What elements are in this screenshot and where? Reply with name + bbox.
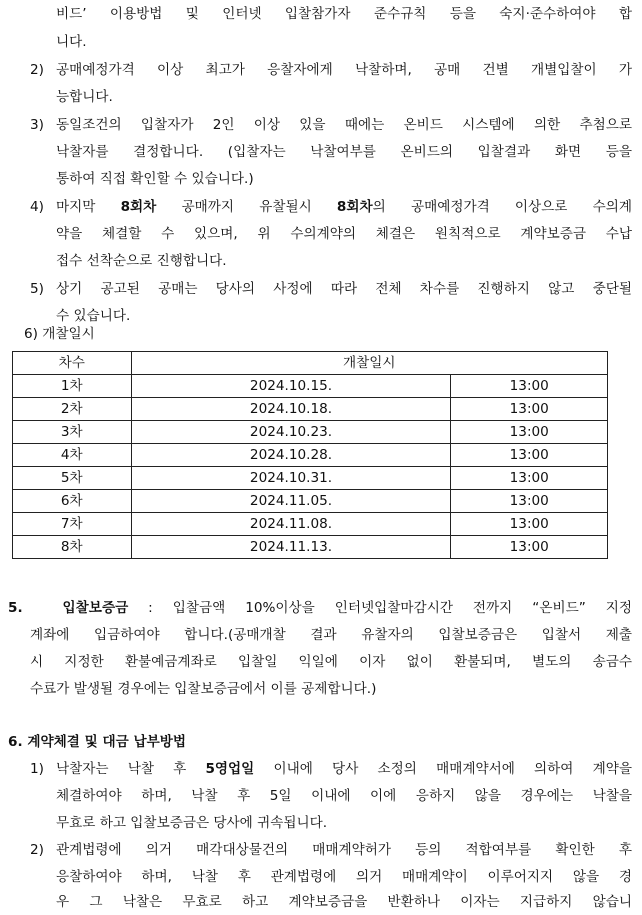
section-6-item-1-line-3: 무효로 하고 입찰보증금은 당사에 귀속됩니다.	[56, 815, 328, 831]
note-4-bold-round-b: 8회차	[336, 199, 373, 215]
schedule-header-round: 차수	[13, 352, 132, 375]
note-3-line-3: 통하여 직접 확인할 수 있습니다.)	[56, 171, 254, 187]
schedule-round-cell: 3차	[13, 421, 132, 444]
schedule-round-cell: 7차	[13, 513, 132, 536]
table-row	[13, 444, 608, 467]
table-row	[13, 490, 608, 513]
section-5-line-3: 시 지정한 환불예금계좌로 입찰일 익일에 이자 없이 환불되며, 별도의 송금수	[30, 654, 632, 670]
schedule-time-cell: 13:00	[451, 421, 608, 444]
schedule-date-cell: 2024.10.18.	[131, 398, 451, 421]
table-row	[13, 375, 608, 398]
schedule-time-cell: 13:00	[451, 513, 608, 536]
schedule-time-cell: 13:00	[451, 536, 608, 559]
schedule-time-cell: 13:00	[451, 398, 608, 421]
note-4-line-1	[56, 195, 632, 220]
section-5-line-2: 계좌에 입금하여야 합니다.(공매개찰 결과 유찰자의 입찰보증금은 입찰서 제출	[30, 627, 632, 643]
table-row	[13, 536, 608, 559]
schedule-date-cell: 2024.10.31.	[131, 467, 451, 490]
schedule-time-cell: 13:00	[451, 467, 608, 490]
table-row	[13, 421, 608, 444]
section-6-item-1-bold-days: 5영업일	[205, 761, 255, 777]
section-6-item-2-number: 2)	[30, 842, 44, 858]
note-3-line-2: 낙찰자를 결정합니다. (입찰자는 낙찰여부를 온비드의 입찰결과 화면 등을	[56, 144, 632, 160]
section-5-line-1-rest: : 입찰금액 10%이상을 인터넷입찰마감시간 전까지 “온비드” 지정	[128, 600, 632, 616]
schedule-round-cell: 1차	[13, 375, 132, 398]
section-6-item-1-part-a: 낙찰자는 낙찰 후	[56, 761, 206, 777]
note-4-part-b: 공매까지 유찰될시	[156, 199, 337, 215]
schedule-time-cell: 13:00	[451, 490, 608, 513]
note-4-part-c: 의 공매예정가격 이상으로 수의계	[372, 199, 633, 215]
note-2-line-2: 능합니다.	[56, 89, 113, 105]
note-4-line-2: 약을 체결할 수 있으며, 위 수의계약의 체결은 원칙적으로 계약보증금 수납	[56, 226, 632, 242]
note-5-line-1: 상기 공고된 공매는 당사의 사정에 따라 전체 차수를 진행하지 않고 중단될	[56, 281, 632, 297]
note-1-line-1: 비드’ 이용방법 및 인터넷 입찰참가자 준수규칙 등을 숙지·준수하여야 합	[56, 6, 632, 22]
schedule-date-cell: 2024.11.13.	[131, 536, 451, 559]
section-6-item-1-part-b: 이내에 당사 소정의 매매계약서에 의하여 계약을	[254, 761, 632, 777]
schedule-table	[12, 351, 608, 559]
section-5-title: 입찰보증금	[62, 600, 129, 616]
note-4-bold-round-a: 8회차	[120, 199, 157, 215]
schedule-date-cell: 2024.10.23.	[131, 421, 451, 444]
schedule-date-cell: 2024.10.15.	[131, 375, 451, 398]
section-6-item-2-line-3: 우 그 낙찰은 무효로 하고 계약보증금을 반환하나 이자는 지급하지 않습니	[56, 894, 632, 910]
note-5-number: 5)	[30, 281, 44, 297]
schedule-date-cell: 2024.11.08.	[131, 513, 451, 536]
note-4-part-a: 마지막	[56, 199, 121, 215]
section-6-item-1-line-1	[56, 757, 632, 782]
note-3-number: 3)	[30, 117, 44, 133]
note-2-line-1: 공매예정가격 이상 최고가 응찰자에게 낙찰하며, 공매 건별 개별입찰이 가	[56, 62, 632, 78]
schedule-table-header-row	[13, 352, 608, 375]
schedule-round-cell: 4차	[13, 444, 132, 467]
note-5-line-2: 수 있습니다.	[56, 308, 131, 324]
section-6-item-2-line-2: 응찰하여야 하며, 낙찰 후 관계법령에 의거 매매계약이 이루어지지 않을 경	[56, 869, 632, 885]
section-6-item-1-number: 1)	[30, 761, 44, 777]
schedule-round-cell: 5차	[13, 467, 132, 490]
section-6-item-2-line-1: 관계법령에 의거 매각대상물건의 매매계약허가 등의 적합여부를 확인한 후	[56, 842, 632, 858]
section-5-line-1	[8, 596, 632, 621]
schedule-header-datetime: 개찰일시	[131, 352, 607, 375]
schedule-date-cell: 2024.11.05.	[131, 490, 451, 513]
section-5-line-4: 수료가 발생될 경우에는 입찰보증금에서 이를 공제합니다.)	[30, 681, 377, 697]
section-6-item-1-line-2: 체결하여야 하며, 낙찰 후 5일 이내에 이에 응하지 않을 경우에는 낙찰을	[56, 788, 632, 804]
table-row	[13, 467, 608, 490]
table-row	[13, 513, 608, 536]
note-3-line-1: 동일조건의 입찰자가 2인 이상 있을 때에는 온비드 시스템에 의한 추첨으로	[56, 117, 632, 133]
table-row	[13, 398, 608, 421]
note-4-line-3: 접수 선착순으로 진행합니다.	[56, 253, 227, 269]
note-1-line-2: 니다.	[56, 34, 87, 50]
schedule-round-cell: 6차	[13, 490, 132, 513]
schedule-round-cell: 8차	[13, 536, 132, 559]
note-2-number: 2)	[30, 62, 44, 78]
schedule-date-cell: 2024.10.28.	[131, 444, 451, 467]
note-4-number: 4)	[30, 199, 44, 215]
schedule-label: 6) 개찰일시	[24, 326, 95, 342]
schedule-time-cell: 13:00	[451, 375, 608, 398]
schedule-table-body	[13, 375, 608, 559]
section-6-title: 6. 계약체결 및 대금 납부방법	[8, 734, 186, 750]
schedule-round-cell: 2차	[13, 398, 132, 421]
schedule-time-cell: 13:00	[451, 444, 608, 467]
section-5-number: 5.	[8, 600, 23, 616]
